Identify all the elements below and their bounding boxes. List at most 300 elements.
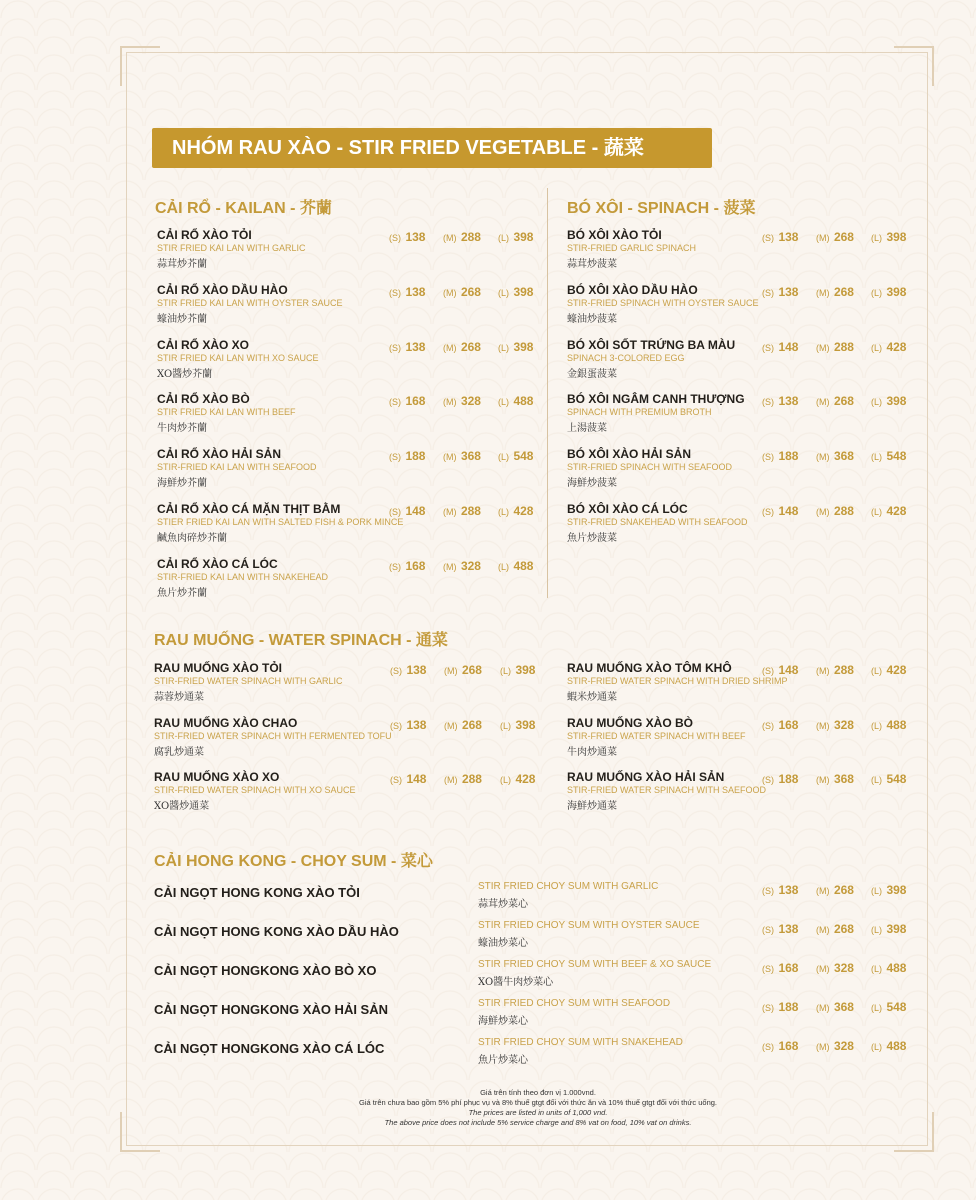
dish-chinese: 海鮮炒通菜 bbox=[567, 801, 617, 812]
section-title-water-spinach: RAU MUỐNG - WATER SPINACH - 通菜 bbox=[154, 632, 448, 649]
dish-english: STIR FRIED CHOY SUM WITH BEEF & XO SAUCE bbox=[478, 959, 712, 970]
price-value: 188 bbox=[778, 449, 799, 464]
price-value: 328 bbox=[833, 961, 854, 975]
price-s bbox=[389, 392, 425, 410]
price-l bbox=[498, 283, 533, 301]
size-label: (M) bbox=[443, 507, 457, 517]
price-footnote bbox=[200, 1088, 876, 1128]
price-l bbox=[871, 228, 906, 246]
size-label: (S) bbox=[390, 775, 402, 785]
dish-name: RAU MUỐNG XÀO CHAO bbox=[154, 715, 298, 730]
size-label: (S) bbox=[389, 452, 401, 463]
dish-english: STIR FRIED KAI LAN WITH BEEF bbox=[157, 407, 296, 418]
price-value: 268 bbox=[460, 284, 481, 299]
size-label: (L) bbox=[871, 720, 882, 731]
price-value: 138 bbox=[405, 230, 426, 244]
dish-name: CẢI NGỌT HONG KONG XÀO DẦU HÀO bbox=[154, 924, 399, 939]
dish-english: STIR FRIED CHOY SUM WITH SNAKEHEAD bbox=[478, 1037, 683, 1048]
price-l bbox=[871, 716, 906, 734]
size-label: (M) bbox=[816, 287, 830, 298]
price-value: 398 bbox=[513, 230, 534, 244]
size-label: (S) bbox=[762, 925, 774, 935]
dish-english: STIR FRIED CHOY SUM WITH SEAFOOD bbox=[478, 998, 671, 1009]
price-value: 488 bbox=[886, 717, 907, 732]
price-s bbox=[762, 920, 798, 938]
menu-item bbox=[567, 338, 967, 392]
size-label: (L) bbox=[498, 507, 509, 517]
size-label: (L) bbox=[871, 886, 882, 896]
price-m bbox=[816, 716, 854, 734]
size-label: (L) bbox=[871, 452, 882, 463]
dish-english: STIR-FRIED WATER SPINACH WITH GARLIC bbox=[154, 676, 343, 686]
price-value: 188 bbox=[405, 449, 426, 464]
size-label: (L) bbox=[500, 666, 511, 676]
size-label: (S) bbox=[762, 287, 774, 298]
dish-english: STIR-FRIED SPINACH WITH OYSTER SAUCE bbox=[567, 297, 759, 308]
dish-chinese: 蒜茸炒芥蘭 bbox=[157, 259, 207, 270]
dish-name: CẢI RỔ XÀO CÁ MẶN THỊT BẰM bbox=[157, 502, 341, 516]
size-label: (L) bbox=[871, 287, 882, 298]
menu-item bbox=[157, 338, 557, 392]
price-value: 288 bbox=[833, 663, 854, 677]
price-l bbox=[871, 661, 906, 679]
price-l bbox=[871, 881, 906, 899]
price-m bbox=[816, 920, 854, 938]
dish-name: CẢI NGỌT HONG KONG XÀO TỎI bbox=[154, 885, 360, 900]
price-l bbox=[871, 920, 906, 938]
size-label: (L) bbox=[500, 775, 511, 785]
price-value: 488 bbox=[513, 558, 534, 573]
size-label: (M) bbox=[816, 507, 830, 517]
dish-chinese: 金銀蛋菠菜 bbox=[567, 368, 617, 380]
dish-english: STIR-FRIED SPINACH WITH SEAFOOD bbox=[567, 462, 733, 473]
price-m bbox=[444, 661, 482, 679]
price-m bbox=[443, 447, 481, 465]
corner-ornament bbox=[120, 1112, 160, 1152]
price-s bbox=[762, 447, 798, 465]
dish-chinese: XO醬牛肉炒菜心 bbox=[478, 977, 554, 988]
price-value: 548 bbox=[886, 449, 907, 464]
price-value: 428 bbox=[886, 504, 907, 518]
price-value: 398 bbox=[515, 717, 536, 732]
size-label: (M) bbox=[443, 397, 457, 408]
price-m bbox=[443, 338, 481, 356]
size-label: (M) bbox=[816, 452, 830, 463]
dish-english: STIR FRIED CHOY SUM WITH GARLIC bbox=[478, 881, 659, 892]
menu-item bbox=[567, 716, 967, 770]
dish-chinese: 牛肉炒芥蘭 bbox=[157, 423, 207, 435]
price-value: 288 bbox=[460, 504, 481, 518]
size-label: (M) bbox=[443, 342, 457, 353]
price-m bbox=[816, 770, 854, 788]
price-value: 398 bbox=[886, 922, 907, 936]
price-value: 488 bbox=[513, 394, 534, 409]
price-value: 268 bbox=[833, 284, 854, 299]
dish-chinese: 蒜茸炒菜心 bbox=[478, 899, 528, 910]
price-value: 138 bbox=[778, 883, 799, 897]
size-label: (M) bbox=[816, 1003, 830, 1013]
size-label: (L) bbox=[498, 233, 509, 243]
price-value: 188 bbox=[778, 1000, 799, 1014]
footnote-line: Giá trên chưa bao gồm 5% phí phục vụ và 8% thuế gtgt đối với thức ăn và 10% thuế gtgt đối với thức uống. bbox=[358, 1098, 718, 1107]
size-label: (S) bbox=[389, 561, 401, 572]
price-l bbox=[871, 283, 906, 301]
dish-name: RAU MUỐNG XÀO TÔM KHÔ bbox=[567, 661, 732, 675]
price-m bbox=[443, 283, 481, 301]
dish-chinese: 蒜茸炒菠菜 bbox=[567, 259, 617, 270]
size-label: (S) bbox=[389, 397, 401, 408]
price-m bbox=[816, 1037, 854, 1055]
menu-item bbox=[567, 661, 967, 715]
price-value: 368 bbox=[833, 449, 854, 464]
price-m bbox=[816, 228, 854, 246]
size-label: (M) bbox=[444, 666, 458, 676]
price-value: 368 bbox=[833, 1000, 854, 1014]
size-label: (M) bbox=[443, 561, 457, 572]
dish-name: RAU MUỐNG XÀO XO bbox=[154, 770, 280, 784]
price-l bbox=[500, 770, 535, 788]
price-s bbox=[389, 447, 425, 465]
price-s bbox=[390, 716, 426, 734]
dish-name: CẢI RỔ XÀO CÁ LÓC bbox=[157, 556, 278, 571]
price-value: 488 bbox=[886, 1039, 907, 1053]
menu-item bbox=[157, 502, 557, 556]
dish-english: STIR-FRIED WATER SPINACH WITH SAEFOOD bbox=[567, 785, 767, 795]
menu-item bbox=[567, 770, 967, 824]
price-l bbox=[498, 447, 533, 465]
price-s bbox=[762, 283, 798, 301]
menu-item bbox=[154, 716, 554, 770]
menu-item bbox=[157, 228, 557, 282]
price-value: 148 bbox=[778, 663, 799, 677]
price-value: 138 bbox=[406, 717, 427, 732]
size-label: (L) bbox=[871, 342, 882, 353]
price-value: 148 bbox=[778, 339, 799, 354]
size-label: (S) bbox=[762, 886, 774, 896]
dish-name: RAU MUỐNG XÀO HẢI SẢN bbox=[567, 770, 725, 784]
size-label: (L) bbox=[498, 397, 509, 408]
price-value: 138 bbox=[405, 339, 426, 354]
price-l bbox=[871, 1037, 906, 1055]
size-label: (M) bbox=[444, 775, 458, 785]
price-value: 398 bbox=[515, 663, 536, 677]
dish-chinese: 牛肉炒通菜 bbox=[567, 746, 617, 758]
size-label: (L) bbox=[871, 925, 882, 935]
dish-chinese: 海鮮炒菜心 bbox=[478, 1016, 528, 1027]
price-l bbox=[871, 502, 906, 520]
dish-name: RAU MUỐNG XÀO TỎI bbox=[154, 661, 282, 675]
dish-chinese: XO醬炒通菜 bbox=[154, 801, 210, 812]
size-label: (M) bbox=[816, 964, 830, 974]
price-value: 188 bbox=[778, 772, 799, 786]
dish-chinese: 魚片炒芥蘭 bbox=[157, 587, 207, 599]
price-l bbox=[871, 959, 906, 977]
price-l bbox=[498, 502, 533, 520]
price-m bbox=[816, 447, 854, 465]
size-label: (M) bbox=[443, 287, 457, 298]
price-s bbox=[762, 959, 798, 977]
size-label: (S) bbox=[762, 507, 774, 517]
dish-english: STIR-FRIED WATER SPINACH WITH FERMENTED TOFU bbox=[154, 730, 392, 741]
price-s bbox=[762, 881, 798, 899]
size-label: (M) bbox=[443, 452, 457, 463]
dish-name: CẢI RỔ XÀO DẦU HÀO bbox=[157, 282, 288, 297]
price-l bbox=[871, 392, 906, 410]
price-m bbox=[443, 557, 481, 575]
price-l bbox=[498, 392, 533, 410]
dish-english: STIR-FRIED KAI LAN WITH SNAKEHEAD bbox=[157, 571, 329, 582]
price-value: 288 bbox=[833, 504, 854, 518]
dish-chinese: 蠔油炒芥蘭 bbox=[157, 313, 207, 325]
size-label: (S) bbox=[762, 720, 774, 731]
price-s bbox=[389, 502, 425, 520]
dish-name: CẢI RỔ XÀO TỎI bbox=[157, 228, 252, 242]
dish-chinese: 蠔油炒菠菜 bbox=[567, 313, 617, 325]
price-value: 288 bbox=[460, 230, 481, 244]
price-s bbox=[390, 661, 426, 679]
dish-name: CẢI NGỌT HONGKONG XÀO BÒ XO bbox=[154, 963, 377, 978]
dish-name: RAU MUỐNG XÀO BÒ bbox=[567, 715, 693, 730]
price-s bbox=[762, 392, 798, 410]
menu-item bbox=[567, 502, 967, 556]
price-value: 268 bbox=[833, 883, 854, 897]
size-label: (M) bbox=[816, 720, 830, 731]
dish-name: CẢI RỔ XÀO BÒ bbox=[157, 392, 250, 407]
size-label: (S) bbox=[762, 342, 774, 353]
price-s bbox=[762, 716, 798, 734]
price-value: 428 bbox=[513, 504, 534, 518]
price-value: 138 bbox=[778, 284, 799, 299]
dish-name: CẢI RỔ XÀO XO bbox=[157, 337, 250, 352]
price-value: 398 bbox=[886, 883, 907, 897]
price-l bbox=[498, 557, 533, 575]
dish-name: CẢI NGỌT HONGKONG XÀO CÁ LÓC bbox=[154, 1041, 385, 1056]
price-l bbox=[498, 228, 533, 246]
price-m bbox=[443, 502, 481, 520]
size-label: (L) bbox=[498, 342, 509, 353]
dish-chinese: 魚片炒菜心 bbox=[478, 1055, 528, 1066]
price-m bbox=[816, 661, 854, 679]
price-m bbox=[816, 338, 854, 356]
size-label: (S) bbox=[762, 1042, 774, 1052]
dish-name: BÓ XÔI XÀO HẢI SẢN bbox=[567, 447, 692, 462]
menu-item bbox=[157, 447, 557, 501]
price-m bbox=[816, 283, 854, 301]
size-label: (L) bbox=[498, 452, 509, 463]
price-value: 168 bbox=[405, 558, 426, 573]
price-value: 138 bbox=[406, 663, 427, 677]
price-value: 168 bbox=[778, 1039, 799, 1053]
price-m bbox=[443, 392, 481, 410]
size-label: (S) bbox=[762, 964, 774, 974]
price-value: 398 bbox=[886, 230, 907, 244]
dish-name: BÓ XÔI XÀO TỎI bbox=[567, 228, 662, 242]
price-value: 488 bbox=[886, 961, 907, 975]
price-value: 148 bbox=[406, 772, 427, 786]
price-m bbox=[816, 881, 854, 899]
price-value: 168 bbox=[405, 394, 426, 409]
price-value: 268 bbox=[833, 394, 854, 409]
size-label: (S) bbox=[762, 775, 774, 785]
menu-item bbox=[567, 283, 967, 337]
size-label: (L) bbox=[871, 775, 882, 785]
price-value: 398 bbox=[513, 339, 534, 354]
price-value: 138 bbox=[778, 394, 799, 409]
price-s bbox=[389, 338, 425, 356]
price-s bbox=[390, 770, 426, 788]
price-value: 328 bbox=[460, 394, 481, 409]
price-value: 268 bbox=[460, 339, 481, 354]
dish-english: STIR FRIED KAI LAN WITH OYSTER SAUCE bbox=[157, 297, 343, 308]
price-value: 328 bbox=[833, 717, 854, 732]
dish-english: STIR FRIED KAI LAN WITH GARLIC bbox=[157, 243, 306, 253]
size-label: (M) bbox=[816, 233, 830, 243]
price-value: 138 bbox=[778, 230, 799, 244]
menu-item bbox=[567, 228, 967, 282]
dish-english: SPINACH 3-COLORED EGG bbox=[567, 352, 685, 363]
price-s bbox=[762, 770, 798, 788]
price-l bbox=[500, 661, 535, 679]
dish-name: BÓ XÔI NGÂM CANH THƯỢNG bbox=[567, 392, 745, 407]
price-l bbox=[871, 447, 906, 465]
size-label: (S) bbox=[389, 287, 401, 298]
dish-chinese: 蒜蓉炒通菜 bbox=[154, 692, 204, 703]
price-value: 398 bbox=[886, 284, 907, 299]
price-value: 328 bbox=[833, 1039, 854, 1053]
size-label: (S) bbox=[390, 720, 402, 731]
size-label: (S) bbox=[762, 1003, 774, 1013]
section-title-choy-sum: CẢI HONG KONG - CHOY SUM - 菜心 bbox=[154, 853, 433, 870]
size-label: (S) bbox=[389, 507, 401, 517]
dish-english: STIR-FRIED WATER SPINACH WITH BEEF bbox=[567, 730, 746, 741]
price-m bbox=[816, 392, 854, 410]
size-label: (M) bbox=[816, 1042, 830, 1052]
dish-english: STIR-FRIED KAI LAN WITH SEAFOOD bbox=[157, 462, 317, 473]
menu-item bbox=[567, 392, 967, 446]
dish-english: STIR FRIED KAI LAN WITH XO SAUCE bbox=[157, 352, 319, 363]
price-value: 138 bbox=[405, 284, 426, 299]
dish-chinese: 蝦米炒通菜 bbox=[567, 692, 617, 703]
corner-ornament bbox=[894, 46, 934, 86]
size-label: (L) bbox=[871, 964, 882, 974]
price-value: 548 bbox=[886, 772, 907, 786]
dish-english: STIR-FRIED WATER SPINACH WITH XO SAUCE bbox=[154, 785, 356, 795]
price-value: 428 bbox=[886, 663, 907, 677]
dish-chinese: XO醬炒芥蘭 bbox=[157, 368, 213, 380]
footnote-line: The prices are listed in units of 1,000 vnd. bbox=[468, 1108, 608, 1117]
dish-chinese: 腐乳炒通菜 bbox=[154, 746, 204, 758]
dish-name: BÓ XÔI SỐT TRỨNG BA MÀU bbox=[567, 337, 736, 352]
price-value: 138 bbox=[778, 922, 799, 936]
price-m bbox=[444, 716, 482, 734]
price-s bbox=[389, 228, 425, 246]
price-value: 148 bbox=[405, 504, 426, 518]
menu-item bbox=[157, 557, 557, 611]
size-label: (S) bbox=[390, 666, 402, 676]
price-s bbox=[389, 557, 425, 575]
dish-chinese: 蠔油炒菜心 bbox=[478, 938, 528, 949]
price-m bbox=[816, 502, 854, 520]
dish-chinese: 鹹魚肉碎炒芥蘭 bbox=[157, 533, 227, 544]
footnote-line: The above price does not include 5% service charge and 8% vat on food, 10% vat on drinks. bbox=[384, 1118, 692, 1127]
menu-item bbox=[567, 447, 967, 501]
size-label: (L) bbox=[500, 720, 511, 731]
dish-name: CẢI NGỌT HONGKONG XÀO HẢI SẢN bbox=[154, 1002, 389, 1017]
price-value: 548 bbox=[513, 449, 534, 464]
dish-english: STIR-FRIED SNAKEHEAD WITH SEAFOOD bbox=[567, 517, 748, 527]
dish-english: SPINACH WITH PREMIUM BROTH bbox=[567, 407, 712, 418]
price-s bbox=[762, 661, 798, 679]
size-label: (M) bbox=[816, 666, 830, 676]
menu-item bbox=[154, 770, 554, 824]
price-s bbox=[762, 998, 798, 1016]
size-label: (M) bbox=[816, 925, 830, 935]
dish-name: BÓ XÔI XÀO CÁ LÓC bbox=[567, 502, 688, 516]
size-label: (L) bbox=[871, 666, 882, 676]
price-l bbox=[871, 338, 906, 356]
dish-chinese: 上湯菠菜 bbox=[567, 423, 607, 435]
size-label: (S) bbox=[389, 342, 401, 353]
price-value: 268 bbox=[833, 230, 854, 244]
size-label: (M) bbox=[816, 886, 830, 896]
price-value: 368 bbox=[833, 772, 854, 786]
price-s bbox=[762, 228, 798, 246]
size-label: (M) bbox=[444, 720, 458, 731]
menu-item bbox=[157, 392, 557, 446]
size-label: (L) bbox=[871, 397, 882, 408]
price-value: 368 bbox=[460, 449, 481, 464]
price-l bbox=[500, 716, 535, 734]
price-s bbox=[389, 283, 425, 301]
size-label: (S) bbox=[389, 233, 401, 243]
price-m bbox=[444, 770, 482, 788]
price-value: 288 bbox=[833, 339, 854, 354]
price-value: 268 bbox=[833, 922, 854, 936]
dish-name: BÓ XÔI XÀO DẦU HÀO bbox=[567, 282, 698, 297]
price-value: 268 bbox=[461, 717, 482, 732]
size-label: (S) bbox=[762, 233, 774, 243]
price-value: 148 bbox=[778, 504, 799, 518]
size-label: (L) bbox=[871, 233, 882, 243]
size-label: (L) bbox=[871, 1003, 882, 1013]
size-label: (L) bbox=[498, 287, 509, 298]
price-value: 398 bbox=[886, 394, 907, 409]
size-label: (M) bbox=[443, 233, 457, 243]
category-banner: NHÓM RAU XÀO - STIR FRIED VEGETABLE - 蔬菜 bbox=[152, 128, 712, 168]
price-s bbox=[762, 1037, 798, 1055]
price-value: 428 bbox=[886, 339, 907, 354]
size-label: (L) bbox=[498, 561, 509, 572]
corner-ornament bbox=[120, 46, 160, 86]
menu-item bbox=[154, 661, 554, 715]
dish-name: CẢI RỔ XÀO HẢI SẢN bbox=[157, 447, 282, 462]
price-l bbox=[498, 338, 533, 356]
footnote-line: Giá trên tính theo đơn vị 1.000vnd. bbox=[480, 1088, 596, 1097]
dish-english: STIER FRIED KAI LAN WITH SALTED FISH & PORK MINCE bbox=[157, 517, 404, 527]
section-title-spinach: BÓ XÔI - SPINACH - 菠菜 bbox=[567, 200, 756, 217]
corner-ornament bbox=[894, 1112, 934, 1152]
price-m bbox=[443, 228, 481, 246]
section-title-kailan: CẢI RỔ - KAILAN - 芥蘭 bbox=[155, 200, 332, 217]
size-label: (M) bbox=[816, 775, 830, 785]
price-m bbox=[816, 959, 854, 977]
dish-chinese: 海鮮炒菠菜 bbox=[567, 478, 617, 490]
size-label: (L) bbox=[871, 1042, 882, 1052]
size-label: (S) bbox=[762, 397, 774, 408]
price-value: 268 bbox=[461, 663, 482, 677]
dish-english: STIR FRIED CHOY SUM WITH OYSTER SAUCE bbox=[478, 920, 700, 931]
price-value: 168 bbox=[778, 961, 799, 975]
